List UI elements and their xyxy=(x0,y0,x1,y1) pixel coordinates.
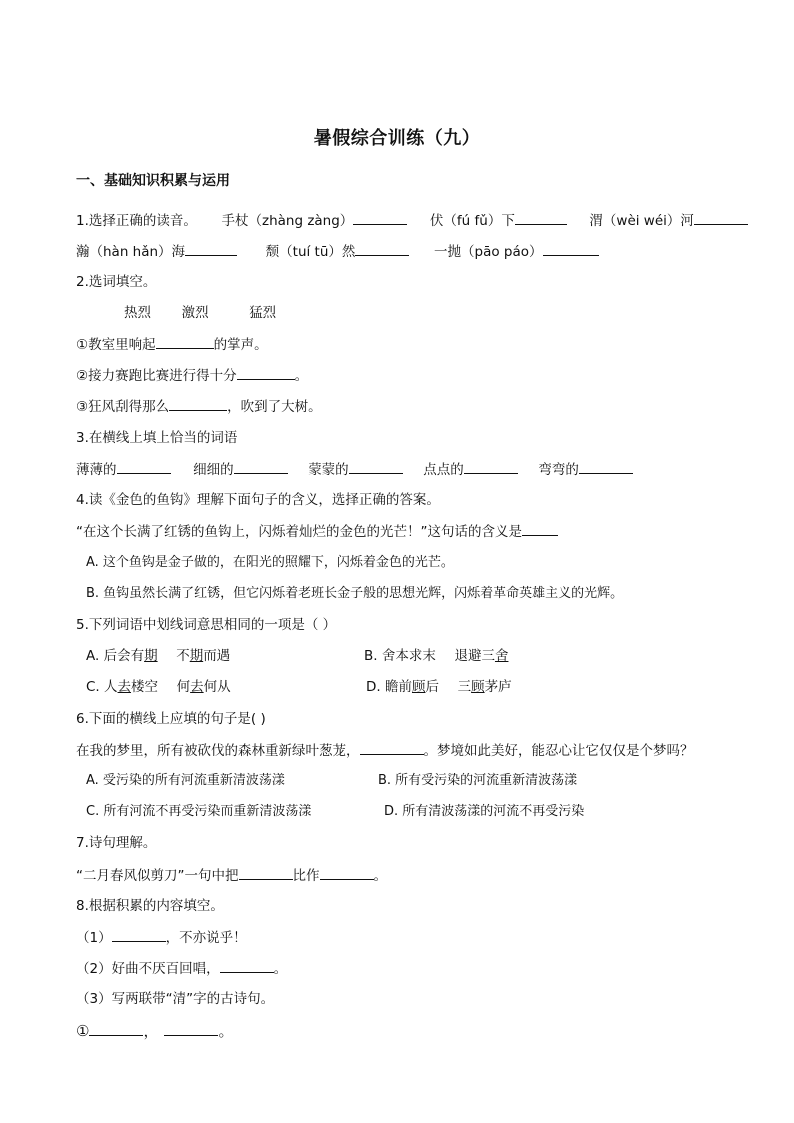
quote-text: “在这个长满了红锈的鱼钩上，闪烁着灿烂的金色的光芒！”这句话的含义是 xyxy=(76,524,522,540)
option-text: 而遇 xyxy=(203,648,231,664)
word-choice: 热烈 xyxy=(124,305,151,321)
sentence-text: 的掌声。 xyxy=(213,337,268,353)
answer-blank[interactable] xyxy=(579,459,633,474)
question-5-label: 5.下列词语中划线词意思相同的一项是（ ） xyxy=(76,617,337,633)
circled-number: ① xyxy=(76,1022,90,1040)
phrase-prefix: 弯弯的 xyxy=(538,462,579,478)
stem-text: 在我的梦里，所有被砍伐的森林重新绿叶葱茏， xyxy=(76,743,360,759)
question-4-label: 4.读《金色的鱼钩》理解下面句子的含义，选择正确的答案。 xyxy=(76,492,440,508)
option-c[interactable] xyxy=(86,677,231,697)
phrase-prefix: 点点的 xyxy=(423,462,464,478)
option-b[interactable]: B. 所有受污染的河流重新清波荡漾 xyxy=(378,773,578,788)
part-text: 。 xyxy=(218,1022,234,1040)
option-a[interactable]: A. 这个鱼钩是金子做的，在阳光的照耀下，闪烁着金色的光芒。 xyxy=(86,555,454,570)
option-text: 后 xyxy=(425,679,439,695)
answer-blank[interactable] xyxy=(522,521,558,536)
option-b[interactable] xyxy=(364,646,508,666)
answer-blank[interactable] xyxy=(694,210,748,225)
question-4-quote xyxy=(76,521,558,542)
option-text: 退避三 xyxy=(454,648,495,664)
option-text: 茅庐 xyxy=(484,679,512,695)
question-2-label: 2.选词填空。 xyxy=(76,274,157,290)
answer-blank[interactable] xyxy=(349,459,403,474)
answer-blank[interactable] xyxy=(164,1021,218,1036)
sentence-text: “二月春风似剪刀”一句中把 xyxy=(76,868,239,884)
question-2-sentence-1 xyxy=(76,334,268,355)
part-text: 。 xyxy=(273,961,288,977)
answer-blank[interactable] xyxy=(185,241,237,256)
answer-blank[interactable] xyxy=(543,241,599,256)
answer-blank[interactable] xyxy=(112,927,166,942)
question-3-items xyxy=(76,459,633,480)
pinyin-item: 瀚（hàn hǎn）海 xyxy=(76,244,186,260)
underlined-char: 顾 xyxy=(471,679,485,695)
phrase-prefix: 蒙蒙的 xyxy=(308,462,349,478)
question-8-part-2 xyxy=(76,958,287,979)
option-text: D. 瞻前 xyxy=(366,679,412,695)
underlined-char: 期 xyxy=(144,648,158,664)
answer-blank[interactable] xyxy=(117,459,171,474)
sentence-text: 。 xyxy=(373,868,387,884)
option-c[interactable]: C. 所有河流不再受污染而重新清波荡漾 xyxy=(86,804,312,819)
answer-blank[interactable] xyxy=(237,365,295,380)
answer-blank[interactable] xyxy=(360,740,424,755)
sentence-text: 比作 xyxy=(292,868,320,884)
pinyin-item: 手杖（zhàng zàng） xyxy=(221,213,354,229)
answer-blank[interactable] xyxy=(169,396,227,411)
part-text: ，不亦说乎！ xyxy=(165,930,247,946)
option-a[interactable] xyxy=(86,646,230,666)
phrase-prefix: 细细的 xyxy=(193,462,234,478)
answer-blank[interactable] xyxy=(156,334,214,349)
underlined-char: 顾 xyxy=(411,679,426,695)
option-text: C. 人 xyxy=(86,679,118,695)
sentence-text: ③狂风刮得那么 xyxy=(76,399,170,415)
pinyin-item: 颓（tuí tū）然 xyxy=(265,244,356,260)
answer-blank[interactable] xyxy=(220,958,274,973)
option-d[interactable] xyxy=(366,677,512,697)
part-text: （1） xyxy=(76,930,112,946)
question-2-sentence-2 xyxy=(76,365,308,386)
underlined-char: 去 xyxy=(117,679,132,695)
option-text: 何从 xyxy=(203,679,231,695)
page-title: 暑假综合训练（九） xyxy=(313,128,481,149)
question-8-part-3: （3）写两联带“清”字的古诗句。 xyxy=(76,991,275,1007)
answer-blank[interactable] xyxy=(464,459,518,474)
underlined-char: 期 xyxy=(189,648,204,664)
stem-text: 。梦境如此美好，能忍心让它仅仅是个梦吗？ xyxy=(423,743,694,759)
word-choice: 猛烈 xyxy=(249,305,277,321)
answer-blank[interactable] xyxy=(353,210,407,225)
question-6-label: 6.下面的横线上应填的句子是( ) xyxy=(76,711,266,727)
answer-blank[interactable] xyxy=(355,241,409,256)
part-text: （2）好曲不厌百回唱， xyxy=(76,961,220,977)
word-choice: 激烈 xyxy=(181,305,209,321)
question-6-stem xyxy=(76,740,694,761)
sentence-text: ，吹到了大树。 xyxy=(227,399,322,415)
option-text: 楼空 xyxy=(131,679,159,695)
part-text: ， xyxy=(143,1022,159,1040)
word-choices xyxy=(124,303,276,323)
sentence-text: 。 xyxy=(294,368,309,384)
answer-blank[interactable] xyxy=(234,459,288,474)
pinyin-item: 伏（fú fǔ）下 xyxy=(429,213,515,229)
phrase-prefix: 薄薄的 xyxy=(76,462,117,478)
question-3-label: 3.在横线上填上恰当的词语 xyxy=(76,430,238,446)
option-text: B. 舍本求末 xyxy=(364,648,436,664)
answer-blank[interactable] xyxy=(320,865,374,880)
pinyin-item: 渭（wèi wéi）河 xyxy=(589,213,694,229)
question-7-label: 7.诗句理解。 xyxy=(76,835,157,851)
question-1-line-2 xyxy=(76,241,599,262)
question-8-part-4 xyxy=(76,1021,233,1041)
question-8-part-1 xyxy=(76,927,247,948)
option-text: 不 xyxy=(176,648,190,664)
option-a[interactable]: A. 受污染的所有河流重新清波荡漾 xyxy=(86,773,285,788)
pinyin-item: 一抛（pāo páo） xyxy=(434,244,543,260)
section-heading: 一、基础知识积累与运用 xyxy=(76,173,230,189)
question-1-label: 1.选择正确的读音。 xyxy=(76,213,197,229)
sentence-text: ①教室里响起 xyxy=(76,337,156,353)
option-text: 何 xyxy=(176,679,191,695)
question-1-line-1 xyxy=(76,210,748,231)
answer-blank[interactable] xyxy=(239,865,293,880)
answer-blank[interactable] xyxy=(515,210,567,225)
answer-blank[interactable] xyxy=(89,1021,143,1036)
option-b[interactable]: B. 鱼钩虽然长满了红锈，但它闪烁着老班长金子般的思想光辉，闪烁着革命英雄主义的光辉。 xyxy=(86,586,624,601)
option-d[interactable]: D. 所有清波荡漾的河流不再受污染 xyxy=(384,804,585,819)
sentence-text: ②接力赛跑比赛进行得十分 xyxy=(76,368,237,384)
underlined-char: 舍 xyxy=(494,648,509,664)
question-8-label: 8.根据积累的内容填空。 xyxy=(76,898,224,914)
underlined-char: 去 xyxy=(190,679,204,695)
question-7-sentence xyxy=(76,865,387,886)
option-text: A. 后会有 xyxy=(86,648,145,664)
option-text: 三 xyxy=(457,679,472,695)
question-2-sentence-3 xyxy=(76,396,322,417)
